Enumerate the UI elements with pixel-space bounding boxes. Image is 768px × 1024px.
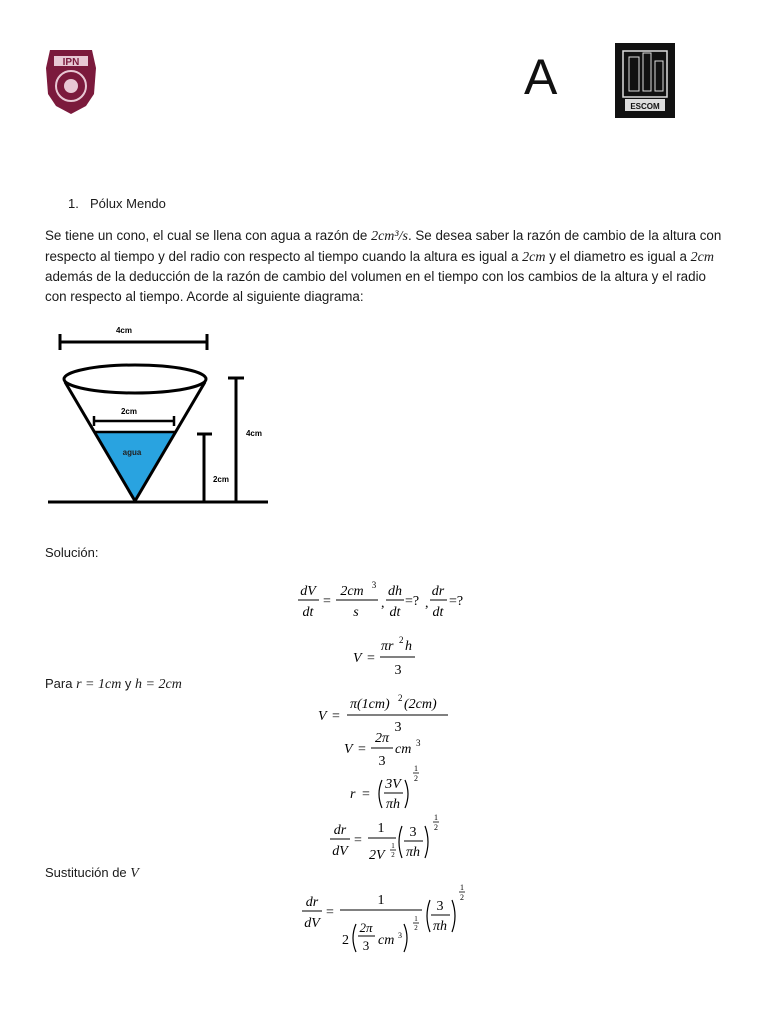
svg-text:3: 3 bbox=[394, 663, 402, 678]
svg-text:cm: cm bbox=[378, 933, 395, 948]
top-width-label: 4cm bbox=[115, 326, 133, 335]
escom-logo-text: ESCOM bbox=[630, 102, 660, 111]
svg-text:1: 1 bbox=[391, 842, 395, 850]
svg-text:3: 3 bbox=[378, 754, 386, 769]
svg-text:1: 1 bbox=[377, 821, 385, 836]
svg-text:dr: dr bbox=[333, 823, 347, 838]
statement-part-3: y el diametro es igual a bbox=[545, 248, 691, 264]
height-value: 2cm bbox=[522, 249, 546, 265]
svg-text:dt: dt bbox=[302, 605, 314, 620]
statement-part-2: . Se desea saber la razón de cambio de la altura con respecto al tiempo y del radio con respecto al tiempo cuando la altura es igual a bbox=[45, 228, 722, 264]
equation-cone-volume bbox=[345, 634, 425, 680]
statement-part-1: Se tiene un cono, el cual se llena con agua a razón de bbox=[45, 228, 372, 243]
fill-rate: 2cm³/s bbox=[371, 229, 408, 244]
svg-text:3: 3 bbox=[416, 738, 421, 748]
svg-text:1: 1 bbox=[460, 883, 464, 892]
svg-text:2: 2 bbox=[398, 693, 403, 703]
diameter-value: 2cm bbox=[690, 249, 714, 265]
svg-text:2π: 2π bbox=[359, 920, 373, 935]
svg-text:2cm: 2cm bbox=[340, 584, 364, 599]
svg-text:2V: 2V bbox=[369, 848, 385, 863]
svg-text:dr: dr bbox=[431, 584, 445, 599]
svg-text:πr: πr bbox=[381, 639, 394, 654]
svg-text:dV: dV bbox=[304, 916, 320, 931]
svg-text:=: = bbox=[326, 905, 334, 920]
svg-text:1: 1 bbox=[377, 893, 385, 908]
solution-label: Solución: bbox=[45, 545, 99, 560]
water-fill bbox=[95, 432, 175, 501]
svg-text:3: 3 bbox=[436, 899, 444, 914]
svg-text:3: 3 bbox=[409, 825, 417, 840]
svg-text:,: , bbox=[381, 596, 385, 611]
svg-text:1: 1 bbox=[434, 813, 438, 822]
svg-text:1: 1 bbox=[414, 764, 418, 773]
svg-text:=: = bbox=[358, 742, 366, 757]
problem-statement bbox=[45, 226, 725, 306]
height-given: h = 2cm bbox=[135, 677, 182, 692]
substitution-label: Sustitución de V bbox=[45, 865, 139, 881]
equation-dr-dv bbox=[326, 812, 446, 866]
svg-text:1: 1 bbox=[414, 915, 418, 923]
svg-text:=: = bbox=[354, 833, 362, 848]
escom-logo bbox=[615, 43, 675, 118]
svg-text:2: 2 bbox=[342, 933, 349, 948]
svg-text:3: 3 bbox=[362, 938, 370, 953]
water-height-label: 2cm bbox=[212, 475, 230, 484]
svg-text:πh: πh bbox=[432, 919, 448, 934]
equation-rates bbox=[290, 578, 480, 624]
svg-text:3V: 3V bbox=[385, 777, 401, 792]
svg-text:dV: dV bbox=[332, 844, 348, 859]
svg-text:dt: dt bbox=[389, 605, 401, 620]
question-number: 1. bbox=[68, 196, 79, 211]
svg-text:=: = bbox=[332, 709, 340, 724]
svg-text:s: s bbox=[353, 605, 359, 620]
svg-text:r: r bbox=[350, 787, 356, 802]
svg-text:2: 2 bbox=[434, 823, 438, 832]
svg-text:V: V bbox=[344, 742, 353, 757]
svg-text:2: 2 bbox=[399, 635, 404, 645]
ipn-logo bbox=[42, 44, 100, 116]
svg-text:V: V bbox=[318, 709, 327, 724]
cone-diagram bbox=[40, 320, 280, 510]
svg-text:3: 3 bbox=[394, 720, 402, 735]
svg-text:=?: =? bbox=[449, 594, 464, 609]
version-letter: A bbox=[524, 49, 558, 105]
svg-text:3: 3 bbox=[371, 580, 377, 590]
svg-text:πh: πh bbox=[405, 845, 421, 860]
equation-radius bbox=[346, 762, 426, 812]
svg-text:π(1cm): π(1cm) bbox=[350, 697, 390, 712]
given-values: Para r = 1cm y h = 2cm bbox=[45, 676, 182, 692]
water-label: agua bbox=[122, 448, 142, 457]
svg-text:=: = bbox=[323, 594, 331, 609]
svg-text:,: , bbox=[425, 596, 429, 611]
svg-text:cm: cm bbox=[395, 742, 412, 757]
svg-text:h: h bbox=[405, 639, 412, 654]
question-author: Pólux Mendo bbox=[90, 196, 166, 211]
ipn-logo-text: IPN bbox=[62, 57, 80, 68]
svg-text:2: 2 bbox=[391, 851, 395, 859]
svg-text:dh: dh bbox=[388, 584, 402, 599]
svg-text:2π: 2π bbox=[374, 731, 390, 746]
svg-text:=: = bbox=[367, 651, 375, 666]
radius-value: r = 1cm bbox=[76, 677, 122, 692]
water-width-label: 2cm bbox=[120, 407, 138, 416]
svg-text:dr: dr bbox=[305, 895, 319, 910]
svg-text:dV: dV bbox=[300, 584, 316, 599]
svg-text:3: 3 bbox=[398, 931, 402, 940]
svg-text:=: = bbox=[362, 787, 370, 802]
svg-text:=?: =? bbox=[405, 594, 420, 609]
svg-text:(2cm): (2cm) bbox=[404, 697, 437, 712]
svg-text:V: V bbox=[353, 651, 362, 666]
svg-text:2: 2 bbox=[460, 893, 464, 902]
statement-part-4: además de la deducción de la razón de cambio del volumen en el tiempo con los cambios de la altura y el radio con respecto al tiempo. Acorde al siguiente diagrama: bbox=[45, 269, 706, 304]
svg-text:2: 2 bbox=[414, 774, 418, 783]
svg-text:πh: πh bbox=[385, 797, 401, 812]
svg-text:dt: dt bbox=[432, 605, 444, 620]
equation-dr-dv-substituted bbox=[300, 878, 470, 958]
svg-text:2: 2 bbox=[414, 924, 418, 932]
total-height-label: 4cm bbox=[245, 429, 263, 438]
